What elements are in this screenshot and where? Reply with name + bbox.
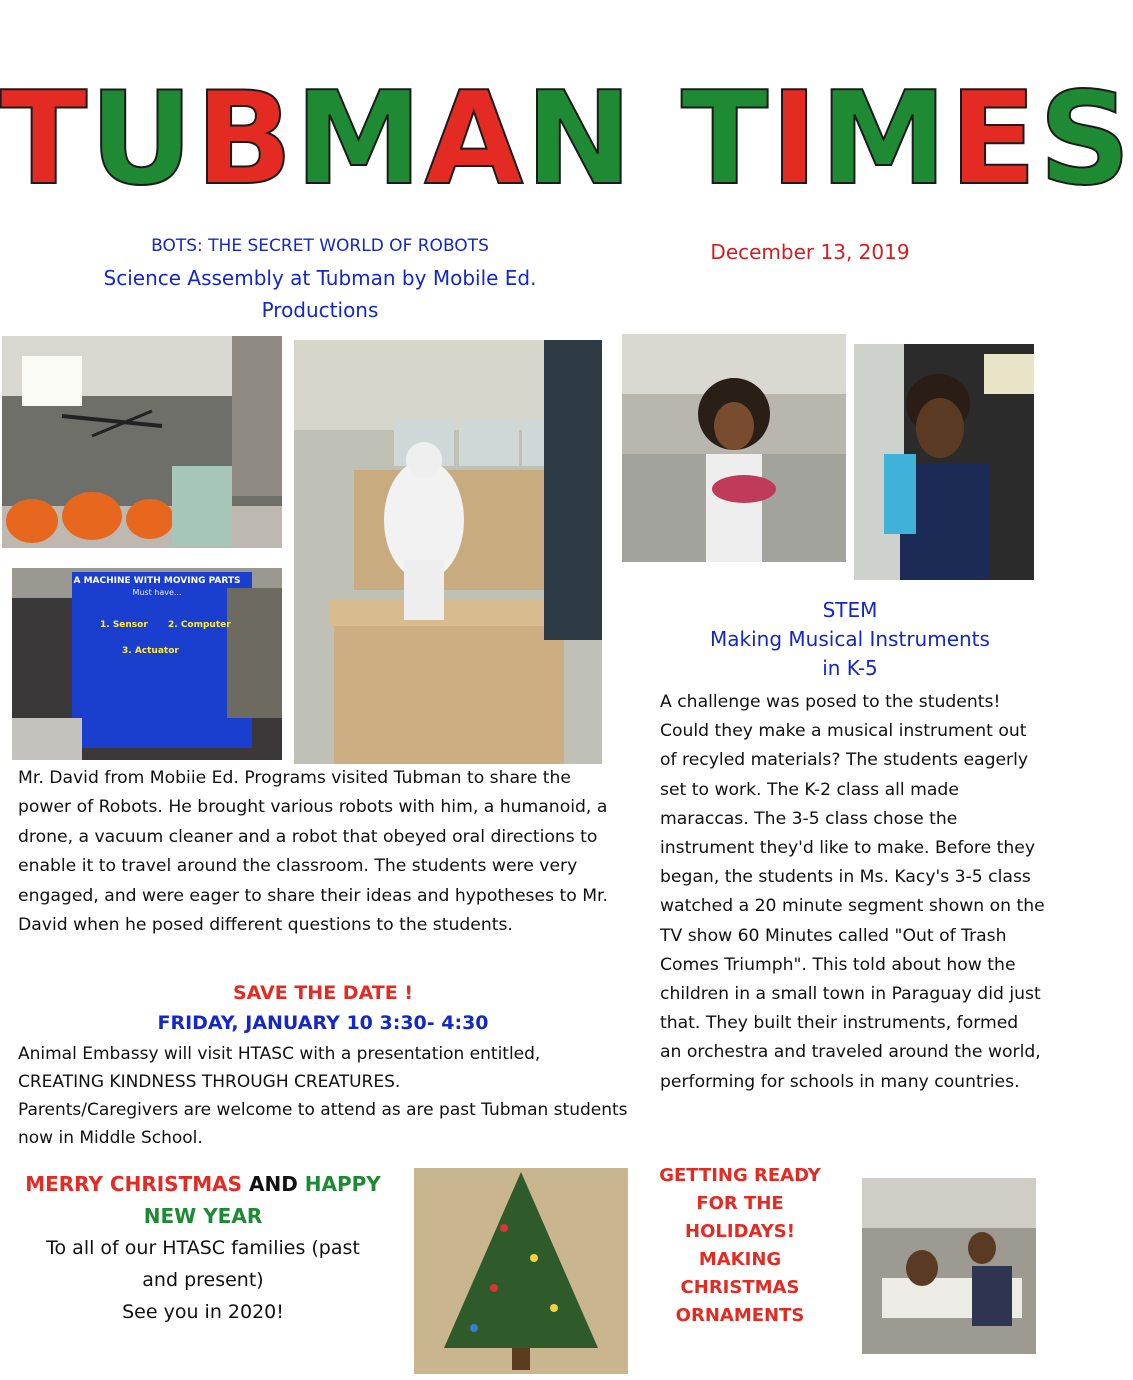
getting-ready-heading: [640, 1162, 840, 1330]
slide-title: A MACHINE WITH MOVING PARTS: [73, 576, 241, 586]
masthead-letter: N: [525, 65, 635, 214]
stem-article: [660, 688, 1045, 1097]
ready-line: ORNAMENTS: [675, 1305, 805, 1326]
stem-title: STEM: [822, 598, 878, 622]
save-line: Parents/Caregivers are welcome to attend as are past Tubman students now in Middle School.: [18, 1100, 628, 1148]
boy-instrument-photo: [622, 334, 846, 562]
robots-article: [18, 764, 618, 940]
issue-date: December 13, 2019: [710, 240, 910, 264]
christmas-tree-image: [414, 1168, 628, 1374]
girl-maraca-photo: [854, 344, 1034, 580]
ready-line: GETTING READY: [659, 1165, 821, 1186]
xmas-line: To all of our HTASC families (past: [46, 1237, 360, 1259]
masthead-letter: B: [195, 65, 295, 214]
masthead-letter: I: [770, 65, 820, 214]
xmas-line: and present): [142, 1269, 264, 1291]
save-the-date-when: FRIDAY, JANUARY 10 3:30- 4:30: [157, 1012, 489, 1034]
xmas-greeting: [18, 1168, 388, 1232]
masthead-title: [0, 65, 1133, 214]
masthead-letter: T: [0, 65, 90, 214]
slide-item: 2. Computer: [168, 620, 231, 630]
save-the-date-heading: SAVE THE DATE !: [232, 982, 414, 1004]
save-line-caps: CREATING KINDNESS THROUGH CREATURES.: [18, 1072, 401, 1092]
masthead-letter: M: [294, 65, 425, 214]
slide-subtitle: Must have...: [132, 588, 182, 597]
masthead-letter: E: [949, 65, 1039, 214]
happy: HAPPY: [304, 1172, 381, 1196]
save-the-date-body: [18, 1040, 628, 1152]
masthead-letter: [634, 65, 681, 214]
stem-subtitle: Making Musical Instruments: [710, 627, 990, 651]
ready-line: MAKING: [698, 1249, 782, 1270]
robots-kicker: BOTS: THE SECRET WORLD OF ROBOTS: [151, 236, 489, 256]
ornaments-photo: [862, 1178, 1036, 1354]
masthead-letter: T: [680, 65, 771, 214]
ready-line: CHRISTMAS: [680, 1277, 800, 1298]
ready-line: FOR THE: [696, 1193, 784, 1214]
greeting-and: AND: [242, 1172, 305, 1196]
slide-item: 3. Actuator: [122, 646, 179, 656]
slide-item: 1. Sensor: [100, 620, 148, 630]
stem-body: A challenge was posed to the students! Could they make a musical instrument out of recyled materials? The students eagerly set to work. The K-2 class all made maraccas. The 3-5 class chose the instrument they'd like to make. Before they began, the students in Ms. Kacy's 3-5 class watched a 20 minute segment shown on the TV show 60 Minutes called "Out of Trash Comes Triumph". This told about how the children in a small town in Paraguay did just that. They built their instruments, formed an orchestra and traveled around the world, performing for schools in many countries.: [660, 692, 1045, 1092]
new-year: NEW YEAR: [143, 1204, 263, 1228]
ready-line: HOLIDAYS!: [685, 1221, 795, 1242]
stem-grades: in K-5: [822, 656, 878, 680]
masthead-letter: U: [89, 65, 196, 214]
robots-body: Mr. David from Mobiie Ed. Programs visited Tubman to share the power of Robots. He brought various robots with him, a humanoid, a drone, a vacuum cleaner and a robot that obeyed oral directions to enable it to travel around the classroom. The students were very engaged, and were eager to share their ideas and hypotheses to Mr. David when he posed different questions to the students.: [18, 768, 608, 936]
drone-photo: [2, 336, 282, 548]
save-line: Animal Embassy will visit HTASC with a presentation entitled,: [18, 1044, 541, 1064]
masthead-letter: M: [819, 65, 950, 214]
xmas-body: [18, 1232, 388, 1328]
merry-christmas: MERRY CHRISTMAS: [25, 1172, 243, 1196]
robots-subtitle: Science Assembly at Tubman by Mobile Ed. Productions: [103, 266, 537, 322]
masthead-letter: A: [424, 65, 526, 214]
robot-photo: [294, 340, 602, 764]
stem-heading: [660, 596, 1040, 683]
masthead-letter: S: [1038, 65, 1133, 214]
xmas-line: See you in 2020!: [122, 1301, 284, 1323]
